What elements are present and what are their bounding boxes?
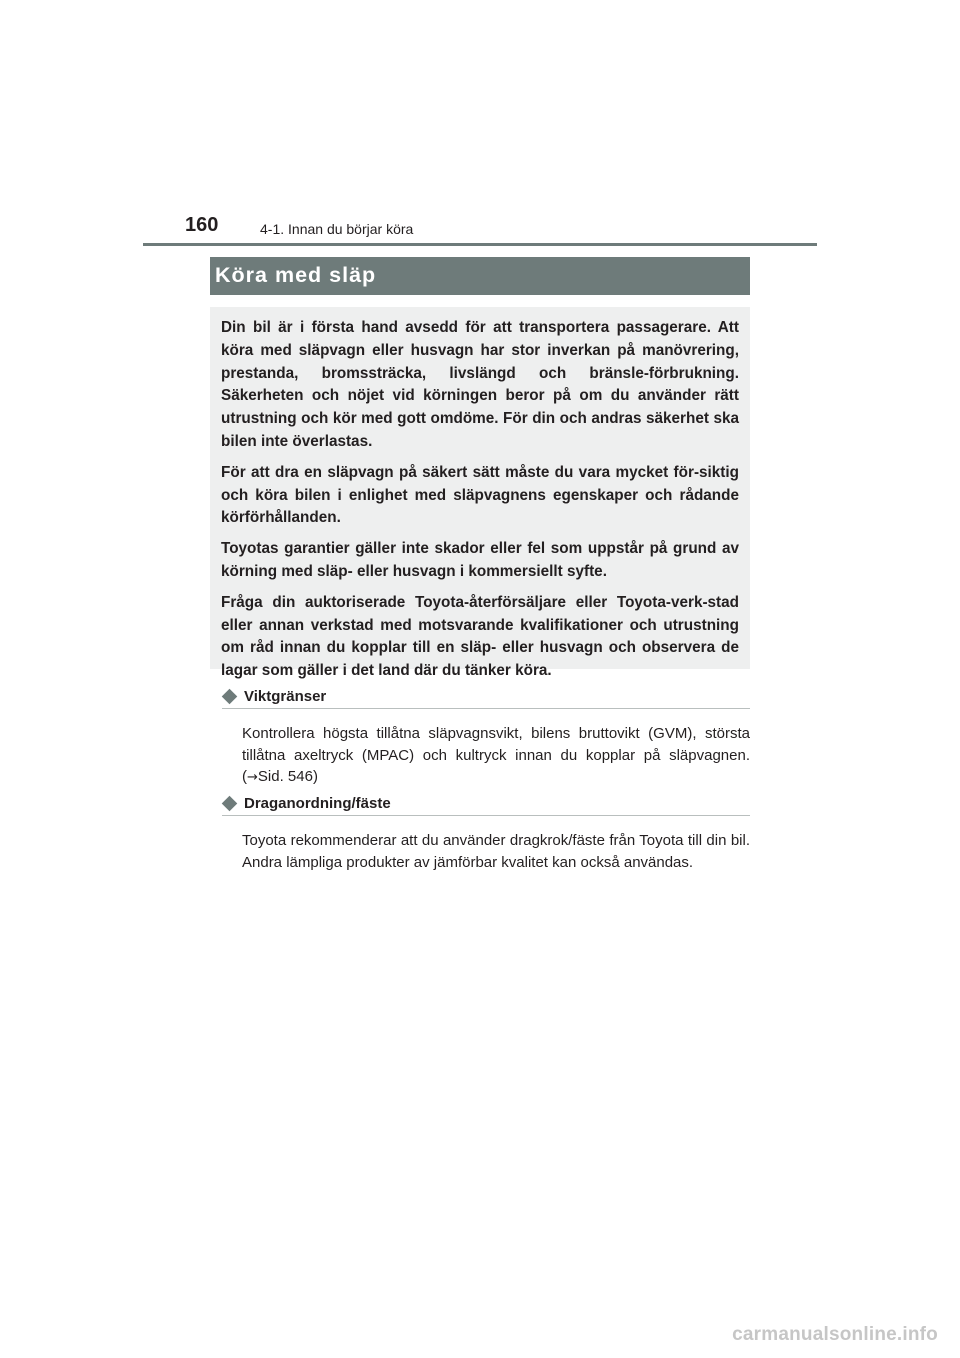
page-reference-link[interactable]: Sid. 546 <box>257 768 313 785</box>
header-rule <box>143 243 817 246</box>
intro-paragraph: Fråga din auktoriserade Toyota-återförsäljare eller Toyota-verk-stad eller annan verkstad med motsvarande kvalifikationer och utrustning om råd innan du kopplar till en släp- eller husvagn och observera de lagar som gäller i det land där du tänker köra. <box>221 593 739 680</box>
arrow-icon: → <box>247 770 258 785</box>
section-heading-text: Viktgränser <box>244 688 327 705</box>
intro-paragraph: För att dra en släpvagn på säkert sätt måste du vara mycket för-siktig och köra bilen i enlighet med släpvagnens egenskaper och rådande körförhållanden. <box>221 463 739 527</box>
section-heading <box>222 795 750 816</box>
page-title: Köra med släp <box>215 263 377 287</box>
intro-paragraph: Toyotas garantier gäller inte skador eller fel som uppstår på grund av körning med släp- eller husvagn i kommersiellt syfte. <box>221 540 739 580</box>
chapter-title: 4-1. Innan du börjar köra <box>260 221 414 237</box>
section-body-text: Kontrollera högsta tillåtna släpvagnsvikt, bilens bruttovikt (GVM), största tillåtna axeltryck (MPAC) och kultryck innan du kopplar på släpvagnen. ( <box>242 725 750 785</box>
section-heading <box>222 688 750 709</box>
intro-paragraph: Din bil är i första hand avsedd för att transportera passagerare. Att köra med släpvagn eller husvagn har stor inverkan på manövrering, prestanda, bromssträcka, livslängd och bränsle-förbrukning. Säkerheten och nöjet vid körningen beror på om du använder rätt utrustning och kör med gott omdöme. För din och andras säkerhet ska bilen inte överlastas. <box>221 319 739 450</box>
section-towbar <box>222 795 750 873</box>
intro-box <box>210 307 750 680</box>
diamond-icon <box>222 796 238 812</box>
section-weight-limits <box>222 688 750 789</box>
section-body: Toyota rekommenderar att du använder dragkrok/fäste från Toyota till din bil. Andra lämpliga produkter av jämförbar kvalitet kan också användas. <box>242 832 750 871</box>
section-body-text-end: ) <box>312 768 318 785</box>
title-bar <box>210 257 750 295</box>
section-body <box>242 723 750 789</box>
section-heading-text: Draganordning/fäste <box>244 795 391 812</box>
watermark: carmanualsonline.info <box>732 1324 938 1345</box>
page-number: 160 <box>185 214 219 236</box>
diamond-icon <box>222 689 238 705</box>
